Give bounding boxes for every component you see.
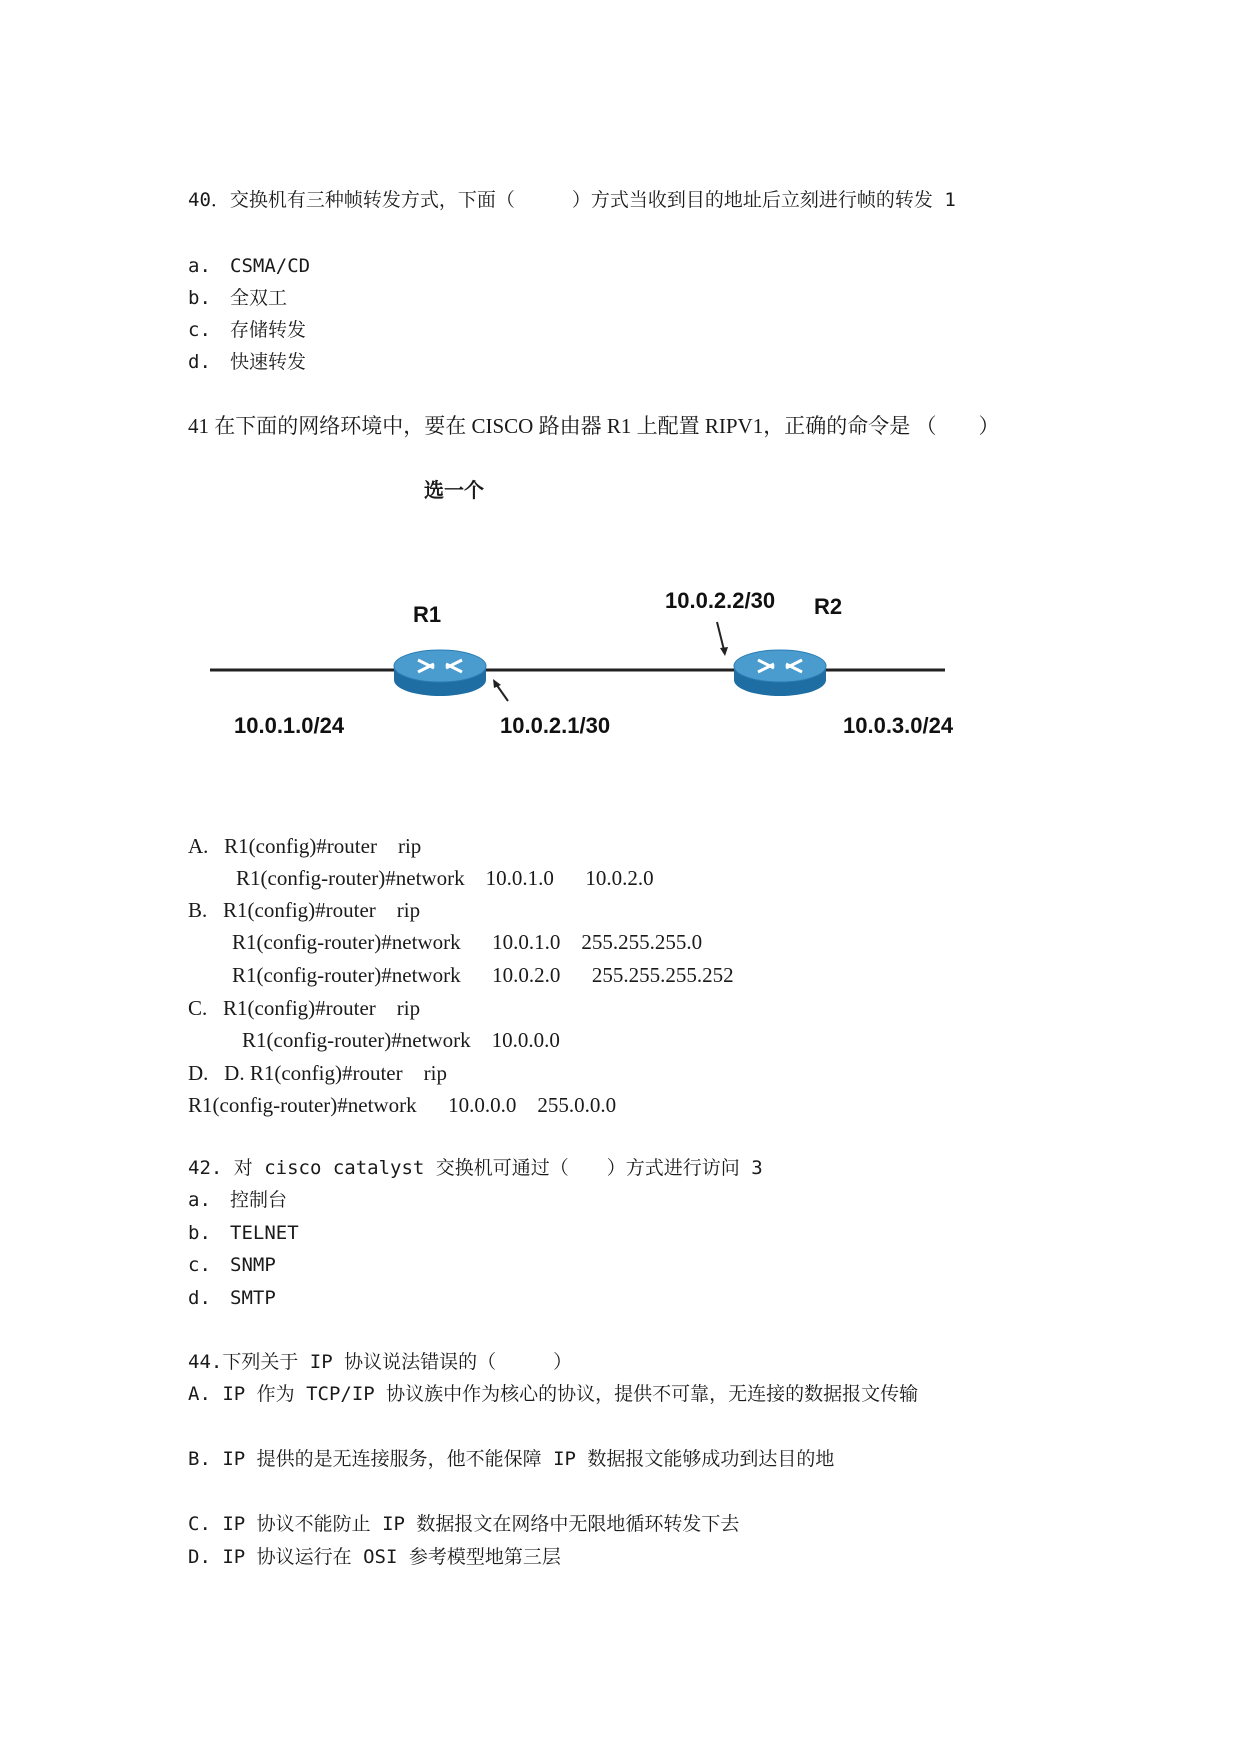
label-link-r1: 10.0.2.1/30 xyxy=(500,713,611,738)
q40-option-d: 快速转发 xyxy=(230,351,307,373)
q41-option-c-line2: R1(config-router)#network 10.0.0.0 xyxy=(242,1028,560,1052)
q44-option-b: B. IP 提供的是无连接服务，他不能保障 IP 数据报文能够成功到达目的地 xyxy=(188,1448,835,1470)
q44-option-a: A. IP 作为 TCP/IP 协议族中作为核心的协议，提供不可靠，无连接的数据报文传输 xyxy=(188,1383,919,1405)
q42-option-d-letter: d. xyxy=(188,1287,211,1309)
q42-stem: 42. 对 cisco catalyst 交换机可通过（ ）方式进行访问 3 xyxy=(188,1157,763,1179)
label-net-right: 10.0.3.0/24 xyxy=(843,713,954,738)
q40-option-c: 存储转发 xyxy=(230,319,307,341)
q41-option-c-line1: C. R1(config)#router rip xyxy=(188,996,421,1020)
q41-option-d-line1: D. D. R1(config)#router rip xyxy=(188,1061,447,1085)
q40-option-a: CSMA/CD xyxy=(230,255,311,277)
q42-option-a: 控制台 xyxy=(230,1189,288,1211)
q41-option-b-line2: R1(config-router)#network 10.0.1.0 255.255.255.0 xyxy=(232,930,703,954)
router-r2-icon xyxy=(734,650,826,696)
q42-option-b: TELNET xyxy=(230,1222,299,1244)
q41-stem: 41 在下面的网络环境中，要在 CISCO 路由器 R1 上配置 RIPV1，正确的命令是 （ ） xyxy=(188,414,1000,438)
q42-option-b-letter: b. xyxy=(188,1222,211,1244)
q41-option-d-line2: R1(config-router)#network 10.0.0.0 255.0.0.0 xyxy=(188,1093,617,1117)
q41-note: 选一个 xyxy=(424,478,484,502)
q41-option-b-line1: B. R1(config)#router rip xyxy=(188,898,421,922)
q41-option-a-line2: R1(config-router)#network 10.0.1.0 10.0.2.0 xyxy=(236,866,654,890)
label-r1: R1 xyxy=(413,602,442,627)
q42-option-c: SNMP xyxy=(230,1254,276,1276)
label-net-left: 10.0.1.0/24 xyxy=(234,713,345,738)
q42-option-d: SMTP xyxy=(230,1287,276,1309)
q42-option-c-letter: c. xyxy=(188,1254,211,1276)
q44-option-d: D. IP 协议运行在 OSI 参考模型地第三层 xyxy=(188,1546,561,1568)
q40-option-b-letter: b. xyxy=(188,287,211,309)
q40-option-a-letter: a. xyxy=(188,255,211,277)
q41-option-a-line1: A. R1(config)#router rip xyxy=(188,834,422,858)
q40-option-d-letter: d. xyxy=(188,351,211,373)
arrow-r1-icon xyxy=(493,679,508,701)
q44-option-c: C. IP 协议不能防止 IP 数据报文在网络中无限地循环转发下去 xyxy=(188,1513,740,1535)
router-r1-icon xyxy=(394,650,486,696)
network-diagram xyxy=(200,570,1000,770)
q42-option-a-letter: a. xyxy=(188,1189,211,1211)
q41-option-b-line3: R1(config-router)#network 10.0.2.0 255.255.255.252 xyxy=(232,963,734,987)
arrow-r2-icon xyxy=(717,622,728,656)
q40-option-c-letter: c. xyxy=(188,319,211,341)
label-r2: R2 xyxy=(814,594,843,619)
q40-stem: 40．交换机有三种帧转发方式，下面（ ）方式当收到目的地址后立刻进行帧的转发 1 xyxy=(188,189,956,211)
q44-stem: 44.下列关于 IP 协议说法错误的（ ） xyxy=(188,1351,573,1373)
label-link-r2: 10.0.2.2/30 xyxy=(665,588,776,613)
q40-option-b: 全双工 xyxy=(230,287,288,309)
